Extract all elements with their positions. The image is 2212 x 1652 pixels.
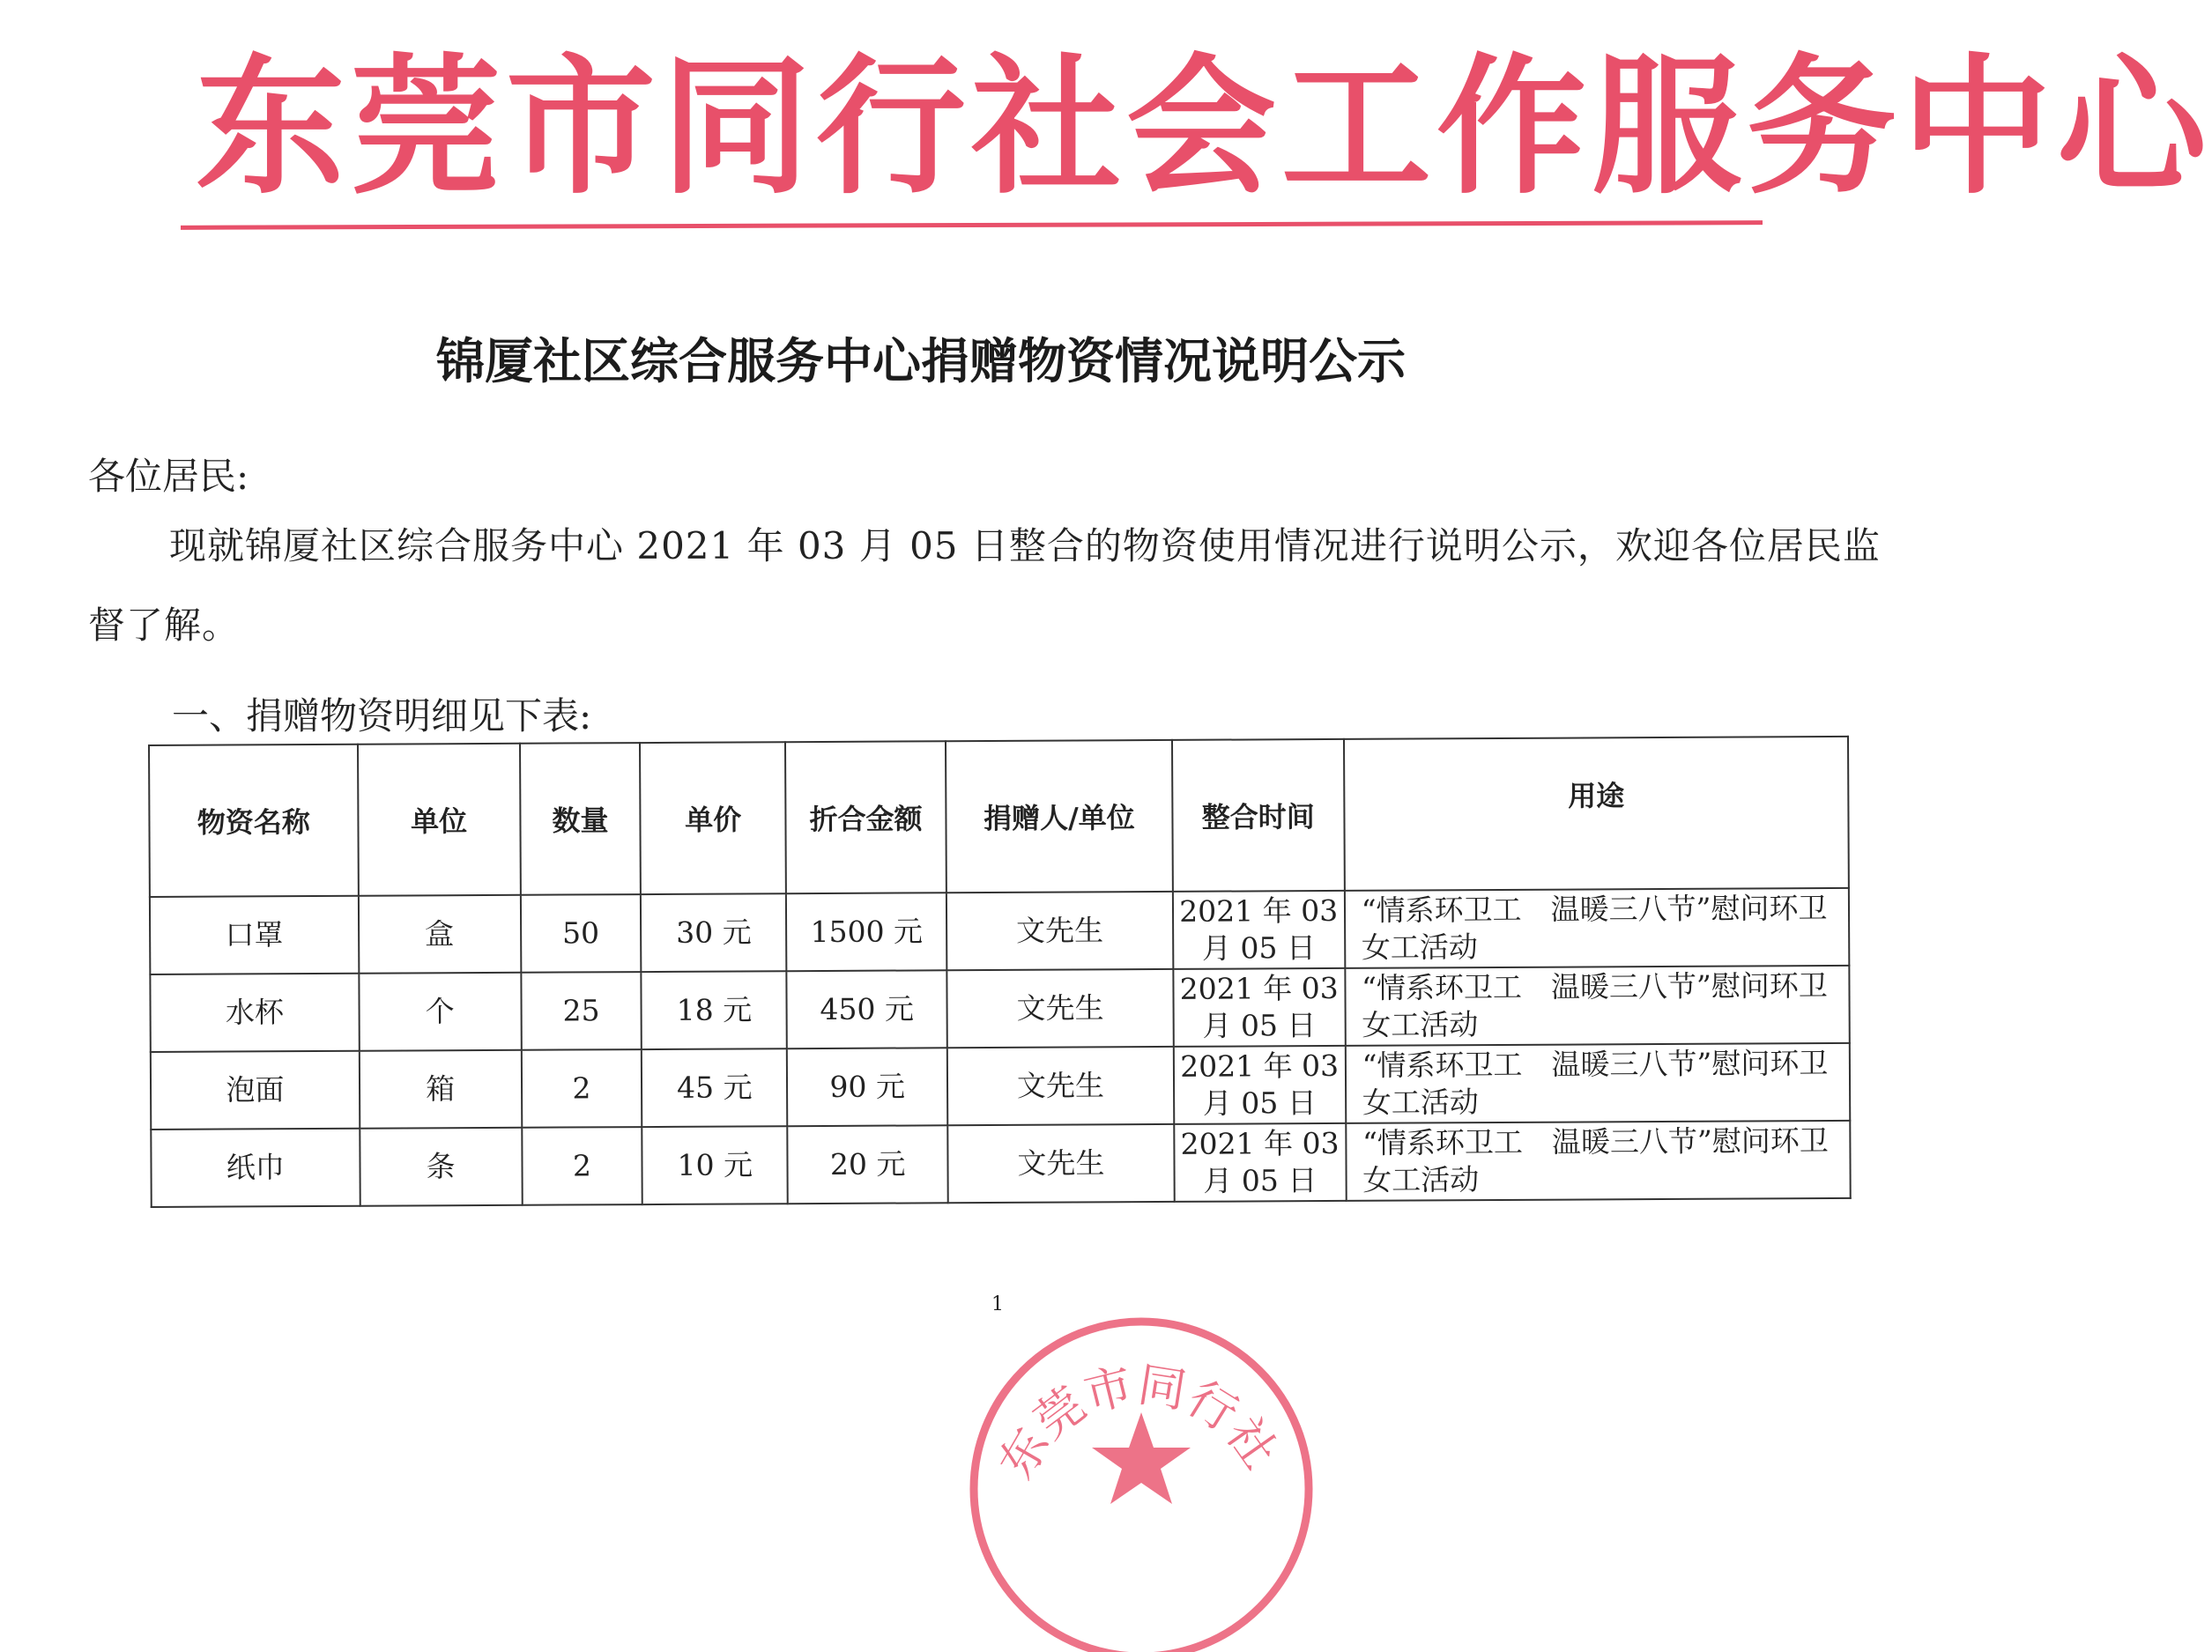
cell-date: 2021 年 03 月 05 日 [1174, 1046, 1346, 1124]
page-number: 1 [991, 1293, 1004, 1315]
cell-item-name: 泡面 [151, 1051, 360, 1130]
cell-amount: 90 元 [787, 1048, 947, 1126]
cell-quantity: 50 [520, 894, 641, 973]
header-unit-price: 单价 [640, 742, 786, 894]
header-item-name: 物资名称 [149, 745, 359, 897]
letterhead-divider [181, 220, 1763, 230]
cell-donor: 文先生 [946, 892, 1173, 970]
donation-table [148, 736, 1852, 1208]
intro-paragraph: 现就锦厦社区综合服务中心 2021 年 03 月 05 日整合的物资使用情况进行说明公示，欢迎各位居民监督了解。 [88, 524, 1881, 647]
cell-donor: 文先生 [947, 1124, 1174, 1203]
cell-date: 2021 年 03 月 05 日 [1173, 968, 1345, 1047]
seal-star-icon [1092, 1412, 1191, 1504]
header-quantity: 数量 [520, 743, 642, 895]
header-purpose: 用途 [1344, 737, 1849, 891]
cell-item-name: 纸巾 [151, 1129, 360, 1207]
cell-purpose: “情系环卫工 温暖三八节”慰问环卫女工活动 [1345, 1043, 1850, 1123]
header-donor: 捐赠人/单位 [946, 740, 1173, 893]
cell-quantity: 2 [521, 1049, 642, 1128]
cell-date: 2021 年 03 月 05 日 [1174, 1123, 1346, 1202]
cell-purpose: “情系环卫工 温暖三八节”慰问环卫女工活动 [1345, 966, 1850, 1046]
cell-donor: 文先生 [947, 1047, 1174, 1125]
table-row [150, 888, 1849, 974]
letterhead-title: 东莞市同行社会工作服务中心 [196, 41, 2212, 215]
cell-amount: 450 元 [787, 970, 947, 1048]
header-amount: 折合金额 [785, 741, 946, 893]
header-unit: 单位 [358, 744, 521, 896]
cell-date: 2021 年 03 月 05 日 [1173, 891, 1345, 969]
table-row [150, 966, 1849, 1052]
cell-unit: 条 [360, 1128, 522, 1206]
document-title: 锦厦社区综合服务中心捐赠物资情况说明公示 [436, 333, 1407, 389]
cell-item-name: 水杯 [150, 974, 359, 1052]
cell-unit: 个 [359, 973, 521, 1051]
official-seal [965, 1300, 1318, 1652]
cell-unit-price: 10 元 [642, 1126, 788, 1204]
section-heading: 一、捐赠物资明细见下表: [172, 694, 592, 737]
cell-donor: 文先生 [946, 969, 1173, 1048]
table-header-row [149, 737, 1849, 897]
cell-unit-price: 18 元 [642, 971, 787, 1049]
cell-purpose: “情系环卫工 温暖三八节”慰问环卫女工活动 [1345, 888, 1850, 968]
cell-unit-price: 45 元 [642, 1048, 787, 1127]
table-row [151, 1121, 1850, 1207]
cell-unit-price: 30 元 [641, 893, 786, 972]
header-date: 整合时间 [1172, 739, 1345, 892]
cell-purpose: “情系环卫工 温暖三八节”慰问环卫女工活动 [1346, 1121, 1851, 1201]
table-row [151, 1043, 1850, 1130]
cell-amount: 1500 元 [786, 893, 946, 971]
cell-quantity: 25 [521, 972, 642, 1050]
greeting: 各位居民: [88, 455, 249, 498]
cell-unit: 箱 [360, 1050, 522, 1129]
cell-quantity: 2 [522, 1127, 642, 1205]
cell-amount: 20 元 [787, 1125, 947, 1204]
cell-item-name: 口罩 [150, 896, 359, 974]
seal-text: 东莞市同行社 [988, 1356, 1288, 1488]
cell-unit: 盒 [359, 895, 521, 974]
